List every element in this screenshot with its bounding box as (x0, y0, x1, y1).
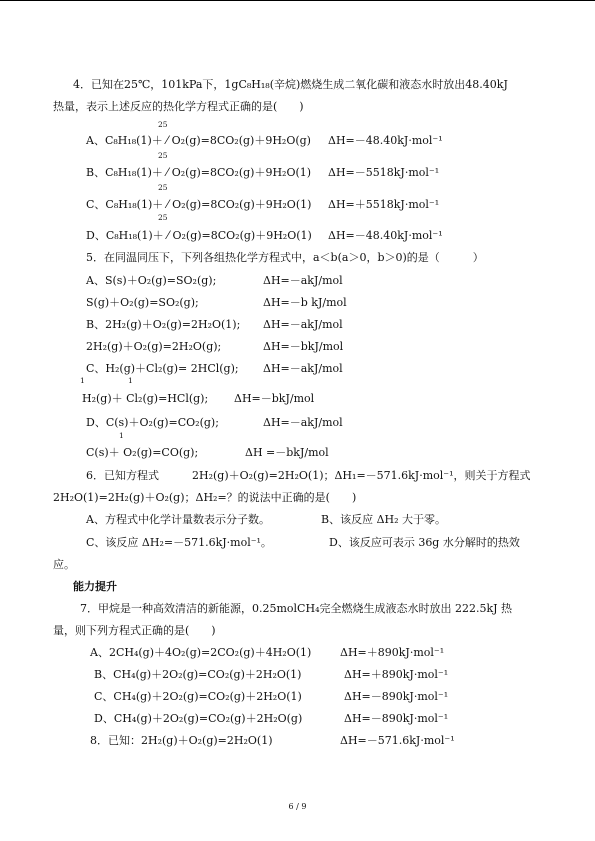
q7-option-b-dh: ΔH=＋890kJ·mol⁻¹ (344, 668, 449, 681)
q4-option-b: B、C₈H₁₈(1)＋ ⁄ O₂(g)=8CO₂(g)＋9H₂O(1) (86, 166, 312, 179)
q8-equation: 8．已知：2H₂(g)＋O₂(g)=2H₂O(1) (90, 734, 273, 747)
fraction-numerator: 25 (158, 120, 168, 129)
q5-c-line1-dh: ΔH=－akJ/mol (263, 362, 343, 375)
q6-option-b: B、该反应 ΔH₂ 大于零。 (321, 513, 447, 526)
q5-b-line2-dh: ΔH=－bkJ/mol (263, 340, 344, 353)
fraction-numerator: 1 (128, 376, 133, 385)
fraction-numerator: 25 (158, 213, 168, 222)
fraction-numerator: 1 (80, 376, 85, 385)
q5-a-line1: A、S(s)＋O₂(g)=SO₂(g); (86, 274, 217, 287)
q7-option-b: B、CH₄(g)＋2O₂(g)=CO₂(g)＋2H₂O(1) (94, 668, 302, 681)
q7-option-d: D、CH₄(g)＋2O₂(g)=CO₂(g)＋2H₂O(g) (94, 712, 303, 725)
q6-option-d-cont: 应。 (53, 558, 75, 571)
q6-option-d: D、该反应可表示 36g 水分解时的热效 (329, 536, 520, 549)
top-border (0, 0, 595, 1)
q5-b-line1-dh: ΔH=－akJ/mol (263, 318, 343, 331)
q6-stem-line1: 6．已知方程式 2H₂(g)＋O₂(g)=2H₂O(1)；ΔH₁=－571.6kJ·mol⁻¹，则关于方程式 (86, 469, 531, 482)
fraction-numerator: 25 (158, 183, 168, 192)
q5-c-line1: C、H₂(g)＋Cl₂(g)= 2HCl(g); (86, 362, 239, 375)
q5-a-line2: S(g)＋O₂(g)=SO₂(g); (86, 296, 199, 309)
q4-stem-line2: 热量，表示上述反应的热化学方程式正确的是( ) (53, 100, 304, 113)
q7-stem-line1: 7．甲烷是一种高效清洁的新能源，0.25molCH₄完全燃烧生成液态水时放出 222.5kJ 热 (80, 602, 513, 615)
q7-option-a: A、2CH₄(g)＋4O₂(g)=2CO₂(g)＋4H₂O(1) (90, 646, 312, 659)
q7-option-c-dh: ΔH=－890kJ·mol⁻¹ (344, 690, 449, 703)
q7-stem-line2: 量，则下列方程式正确的是( ) (53, 624, 216, 637)
q4-option-b-dh: ΔH=－5518kJ·mol⁻¹ (328, 166, 440, 179)
q4-option-c: C、C₈H₁₈(1)＋ ⁄ O₂(g)=8CO₂(g)＋9H₂O(1) (86, 198, 312, 211)
page-number: 6 / 9 (288, 802, 307, 811)
q7-option-d-dh: ΔH=－890kJ·mol⁻¹ (344, 712, 449, 725)
q5-d-line1-dh: ΔH=－akJ/mol (263, 416, 343, 429)
q5-c-line2-dh: ΔH=－bkJ/mol (234, 392, 315, 405)
q5-stem: 5．在同温同压下，下列各组热化学方程式中，a＜b(a＞0，b＞0)的是（ ） (86, 251, 484, 264)
q7-option-c: C、CH₄(g)＋2O₂(g)=CO₂(g)＋2H₂O(1) (94, 690, 302, 703)
section-heading: 能力提升 (73, 580, 117, 593)
q5-a-line2-dh: ΔH=－b kJ/mol (263, 296, 347, 309)
q4-option-d-dh: ΔH=－48.40kJ·mol⁻¹ (328, 229, 443, 242)
q4-option-a-dh: ΔH=－48.40kJ·mol⁻¹ (328, 134, 443, 147)
q5-b-line1: B、2H₂(g)＋O₂(g)=2H₂O(1); (86, 318, 241, 331)
q5-d-line2-dh: ΔH =－bkJ/mol (245, 446, 329, 459)
q5-c-line2: H₂(g)＋ Cl₂(g)=HCl(g); (82, 392, 209, 405)
q7-option-a-dh: ΔH=＋890kJ·mol⁻¹ (340, 646, 445, 659)
q4-option-c-dh: ΔH=＋5518kJ·mol⁻¹ (328, 198, 440, 211)
q5-b-line2: 2H₂(g)＋O₂(g)=2H₂O(g); (86, 340, 222, 353)
q6-option-c: C、该反应 ΔH₂=－571.6kJ·mol⁻¹。 (86, 536, 272, 549)
q4-stem-line1: 4．已知在25℃，101kPa下，1gC₈H₁₈(辛烷)燃烧生成二氧化碳和液态水时放出48.40kJ (73, 78, 508, 91)
q5-a-line1-dh: ΔH=－akJ/mol (263, 274, 343, 287)
q6-option-a: A、方程式中化学计量数表示分子数。 (86, 513, 270, 526)
q4-option-d: D、C₈H₁₈(1)＋ ⁄ O₂(g)=8CO₂(g)＋9H₂O(1) (86, 229, 312, 242)
q5-d-line1: D、C(s)＋O₂(g)=CO₂(g); (86, 416, 219, 429)
fraction-numerator: 25 (158, 151, 168, 160)
q4-option-a: A、C₈H₁₈(1)＋ ⁄ O₂(g)=8CO₂(g)＋9H₂O(g) (86, 134, 311, 147)
fraction-numerator: 1 (119, 431, 124, 440)
q5-d-line2: C(s)＋ O₂(g)=CO(g); (86, 446, 199, 459)
q8-dh: ΔH=－571.6kJ·mol⁻¹ (340, 734, 455, 747)
q6-stem-line2: 2H₂O(1)=2H₂(g)＋O₂(g)；ΔH₂=？的说法中正确的是( ) (53, 491, 357, 504)
